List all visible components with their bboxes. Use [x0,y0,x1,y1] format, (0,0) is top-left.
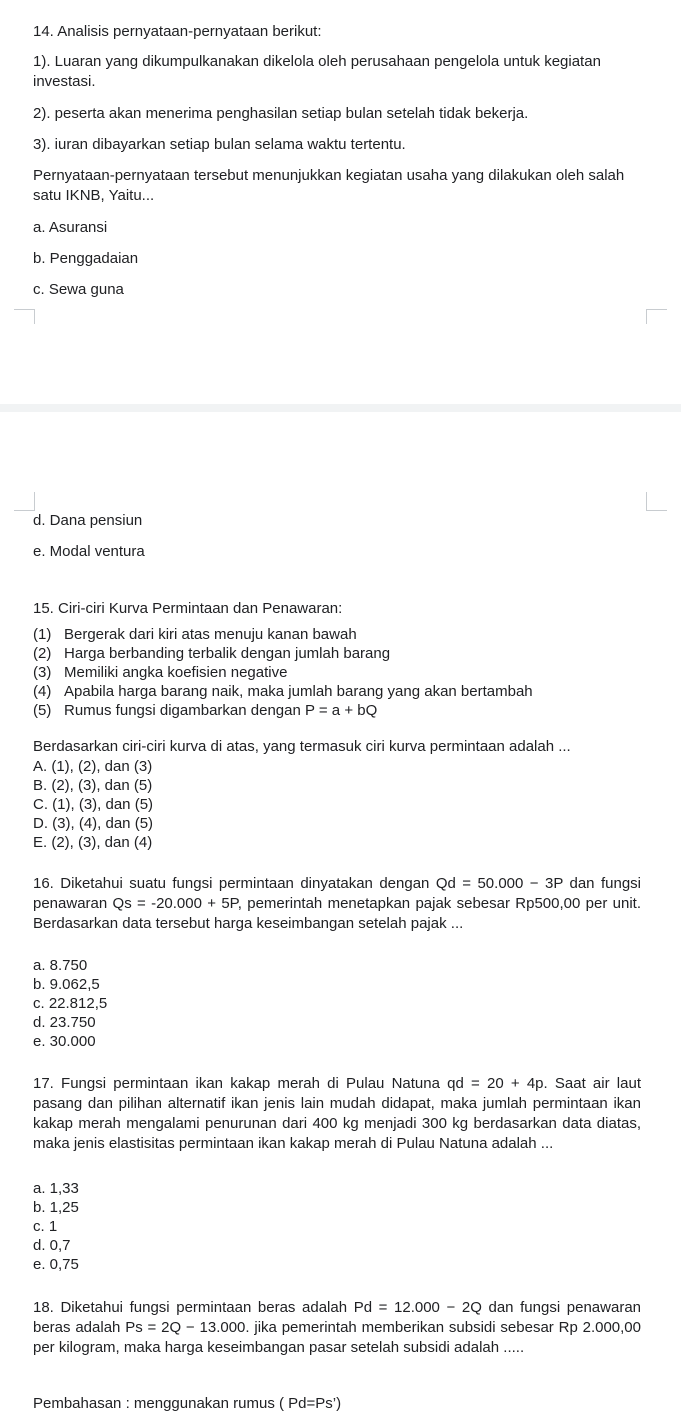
q16-option-d: d. 23.750 [33,1014,96,1031]
item-text: Memiliki angka koefisien negative [64,664,288,681]
q17-option-c: c. 1 [33,1218,58,1235]
item-text: Harga berbanding terbalik dengan jumlah barang [64,645,391,662]
list-item [33,701,533,720]
q14-statement-1: 1). Luaran yang dikumpulkanakan dikelola oleh perusahaan pengelola untuk kegiatan investasi. [33,53,601,90]
page-break [0,404,681,412]
q14-statement-2: 2). peserta akan menerima penghasilan setiap bulan setelah tidak bekerja. [33,105,529,122]
q14-option-e: e. Modal ventura [33,543,145,560]
q16-option-c: c. 22.812,5 [33,995,108,1012]
page-corner-mark [646,492,667,511]
item-text: Apabila harga barang naik, maka jumlah barang yang akan bertambah [64,683,533,700]
q17-option-d: d. 0,7 [33,1237,71,1254]
q15-title: 15. Ciri-ciri Kurva Permintaan dan Penawaran: [33,600,343,617]
list-item [33,682,533,701]
item-number: (1) [33,626,52,643]
item-number: (5) [33,702,52,719]
item-number: (3) [33,664,52,681]
q15-option-d: D. (3), (4), dan (5) [33,815,154,832]
q15-option-e: E. (2), (3), dan (4) [33,834,153,851]
q14-stem: Pernyataan-pernyataan tersebut menunjukkan kegiatan usaha yang dilakukan oleh salah satu IKNB, Yaitu... [33,167,625,204]
page-corner-mark [14,492,35,511]
item-number: (2) [33,645,52,662]
q15-options [33,757,153,852]
q15-option-b: B. (2), (3), dan (5) [33,777,153,794]
q14-statement-3: 3). iuran dibayarkan setiap bulan selama waktu tertentu. [33,136,406,153]
q14-option-d: d. Dana pensiun [33,512,143,529]
q17-option-b: b. 1,25 [33,1199,79,1216]
item-text: Bergerak dari kiri atas menuju kanan bawah [64,626,357,643]
q17-option-a: a. 1,33 [33,1180,79,1197]
q16-option-b: b. 9.062,5 [33,976,100,993]
q17-option-e: e. 0,75 [33,1256,79,1273]
q16-options [33,956,107,1051]
q14-option-b: b. Penggadaian [33,250,139,267]
q14-option-c: c. Sewa guna [33,281,124,298]
q18-pembahasan: Pembahasan : menggunakan rumus ( Pd=Ps’) [33,1395,342,1412]
q14-title: 14. Analisis pernyataan-pernyataan berikut: [33,23,322,40]
q16-text: 16. Diketahui suatu fungsi permintaan dinyatakan dengan Qd = 50.000 − 3P dan fungsi penawaran Qs = -20.000 + 5P, pemerintah menetapkan pajak sebesar Rp500,00 per unit. Berdasarkan data tersebut harga keseimbangan setelah pajak ... [33,875,641,932]
q15-option-a: A. (1), (2), dan (3) [33,758,153,775]
q14-option-a: a. Asuransi [33,219,108,236]
item-text: Rumus fungsi digambarkan dengan P = a + bQ [64,702,378,719]
q15-option-c: C. (1), (3), dan (5) [33,796,154,813]
q15-stem: Berdasarkan ciri-ciri kurva di atas, yang termasuk ciri kurva permintaan adalah ... [33,738,571,755]
list-item [33,625,533,644]
page-corner-mark [14,309,35,324]
q17-options [33,1179,79,1274]
q16-option-a: a. 8.750 [33,957,88,974]
q16-option-e: e. 30.000 [33,1033,96,1050]
q15-criteria-list [33,625,533,720]
q17-text: 17. Fungsi permintaan ikan kakap merah di Pulau Natuna qd = 20 + 4p. Saat air laut pasang dan pilihan alternatif ikan jenis lain mudah didapat, maka jumlah permintaan ikan kakap merah mengalami penurunan dari 400 kg menjadi 300 kg berdasarkan data diatas, maka jenis elastisitas permintaan ikan kakap merah di Pulau Natuna adalah ... [33,1075,641,1152]
item-number: (4) [33,683,52,700]
page-corner-mark [646,309,667,324]
list-item [33,644,533,663]
q18-text: 18. Diketahui fungsi permintaan beras adalah Pd = 12.000 − 2Q dan fungsi penawaran beras adalah Ps = 2Q − 13.000. jika pemerintah memberikan subsidi sebesar Rp 2.000,00 per kilogram, maka harga keseimbangan pasar setelah subsidi adalah ..... [33,1299,641,1356]
list-item [33,663,533,682]
